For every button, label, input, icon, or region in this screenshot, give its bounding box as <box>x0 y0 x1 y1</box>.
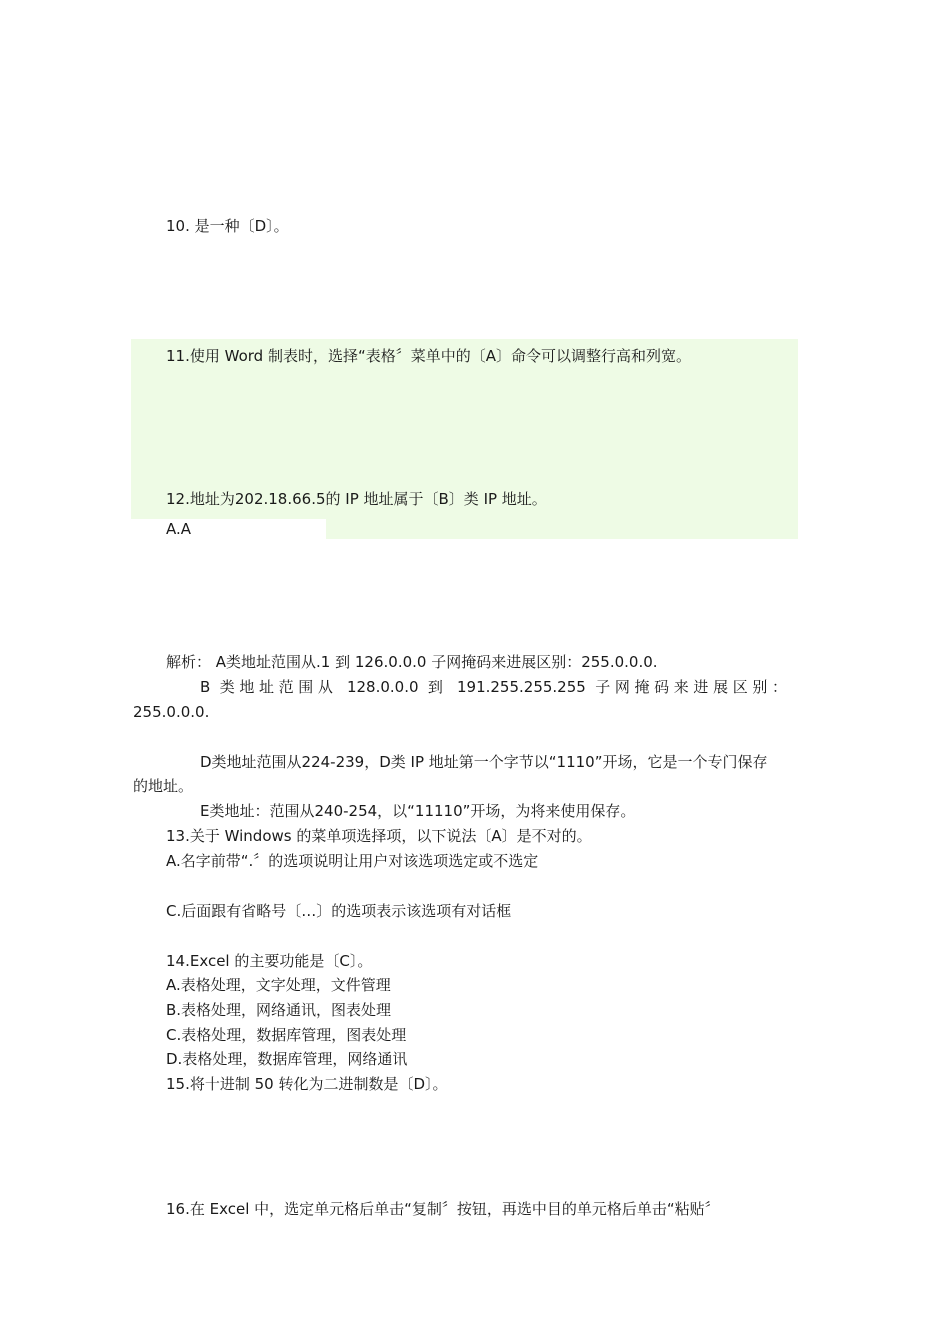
question-12: 12.地址为202.18.66.5的 IP 地址属于〔B〕类 IP 地址。 <box>166 490 547 508</box>
question-14-option-b: B.表格处理，网络通讯，图表处理 <box>166 1001 392 1019</box>
highlighted-block <box>131 339 798 539</box>
question-11: 11.使用 Word 制表时，选择“表格〞菜单中的〔A〕命令可以调整行高和列宽。 <box>166 347 691 365</box>
explanation-line-4: D类地址范围从224-239，D类 IP 地址第一个字节以“1110”开场，它是一个专门保存 <box>200 753 768 771</box>
explanation-line-1: 解析： A类地址范围从.1 到 126.0.0.0 子网掩码来进展区别：255.0.0.0. <box>166 653 658 671</box>
explanation-line-2: B 类地址范围从 128.0.0.0 到 191.255.255.255 子网掩码来进展区别： <box>200 678 787 696</box>
question-13-option-a: A.名字前带“.〞的选项说明让用户对该选项选定或不选定 <box>166 852 539 870</box>
question-14-option-d: D.表格处理，数据库管理，网络通讯 <box>166 1050 408 1068</box>
highlight-gap <box>131 519 326 541</box>
question-14-option-c: C.表格处理，数据库管理，图表处理 <box>166 1026 407 1044</box>
question-10: 10. 是一种〔D〕。 <box>166 217 289 235</box>
explanation-line-3: 255.0.0.0. <box>133 703 210 721</box>
question-16: 16.在 Excel 中，选定单元格后单击“复制〞按钮，再选中目的单元格后单击“粘贴〞 <box>166 1200 720 1218</box>
explanation-line-5: 的地址。 <box>133 777 194 795</box>
explanation-line-6: E类地址：范围从240-254，以“11110”开场，为将来使用保存。 <box>200 802 636 820</box>
question-13: 13.关于 Windows 的菜单项选择项，以下说法〔A〕是不对的。 <box>166 827 592 845</box>
question-15: 15.将十进制 50 转化为二进制数是〔D〕。 <box>166 1075 448 1093</box>
question-14-option-a: A.表格处理，文字处理，文件管理 <box>166 976 391 994</box>
question-13-option-c: C.后面跟有省略号〔…〕的选项表示该选项有对话框 <box>166 902 512 920</box>
question-12-option-a: A.A <box>166 520 192 538</box>
question-14: 14.Excel 的主要功能是〔C〕。 <box>166 952 373 970</box>
